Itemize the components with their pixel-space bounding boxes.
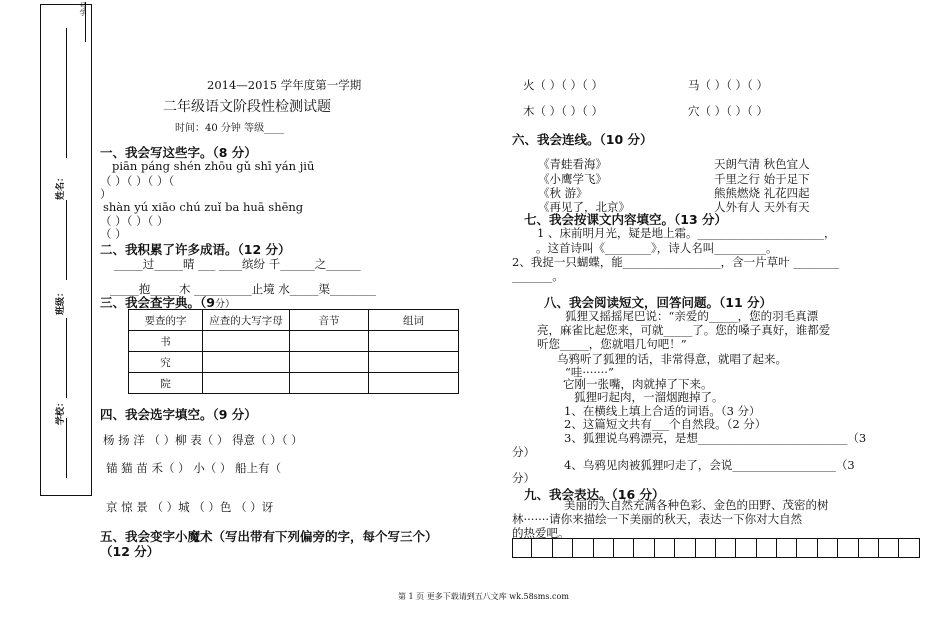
q8-sub4: 4、乌鸦见肉被狐狸叼走了，会说__________________（3	[564, 458, 855, 472]
q8-sub4-score: 分）	[512, 471, 535, 485]
match-left-4[interactable]: 《再见了，北京》	[538, 200, 630, 214]
answer-cell[interactable]	[203, 373, 290, 394]
writing-grid[interactable]	[512, 538, 920, 558]
lookup-char: 书	[129, 331, 203, 352]
match-right-2[interactable]: 千里之行 始于足下	[714, 172, 810, 186]
q4-row2: 锚 猫 苗 禾（ ） 小（ ） 船上有（	[106, 461, 282, 475]
class-line	[66, 318, 67, 398]
q9-p1: 美丽的大自然充满各种色彩、金色的田野、茂密的树	[564, 498, 829, 512]
match-right-3[interactable]: 熊熊燃烧 礼花四起	[714, 186, 810, 200]
page-footer: 第 1 页 更多下载请到五八文库 wk.58sms.com	[398, 592, 569, 601]
number-label: 号学	[79, 2, 87, 16]
col-header: 音节	[290, 310, 369, 331]
school-year: 2014—2015 学年度第一学期	[207, 78, 362, 92]
q9-p2: 林·······请你来描绘一下美丽的秋天，表达一下你对大自然	[512, 512, 803, 526]
q9-title: 九、我会表达。（16 分）	[524, 487, 665, 502]
q7-line4: _______。	[512, 269, 564, 283]
school-label: 学校：	[56, 397, 67, 426]
match-left-2[interactable]: 《小鹰学飞》	[538, 172, 607, 186]
story-p3: 听您_____，您就唱几句吧！”	[537, 337, 687, 351]
lookup-char: 究	[129, 352, 203, 373]
answer-cell[interactable]	[369, 331, 459, 352]
q2-line2: _____抱_____木 __________止境 水_____渠________	[110, 282, 377, 296]
q3-title: 三、我会查字典。（9分）	[100, 295, 235, 310]
answer-cell[interactable]	[203, 331, 290, 352]
q5-title-cont: （12 分）	[100, 544, 160, 559]
page-title: 二年级语文阶段性检测试题	[163, 99, 331, 115]
q1-paren-row1: （ ）（ ）（ ）（	[100, 174, 175, 188]
q1-paren-row2: （ ）（ ）（ ）	[100, 214, 169, 228]
col-header: 组词	[369, 310, 459, 331]
school-line	[66, 418, 67, 478]
q6-title: 六、我会连线。（10 分）	[512, 132, 653, 147]
q1-title: 一、我会写这些字。（8 分）	[100, 145, 257, 160]
q4-row1: 杨 扬 洋 （ ）柳 表（ ） 得意（ ）（ ）	[103, 433, 303, 447]
story-p7: 狐狸叼起肉，一溜烟跑掉了。	[574, 390, 724, 404]
q8-title: 八、我会阅读短文，回答问题。（11 分）	[544, 295, 772, 310]
dictionary-table	[128, 309, 459, 394]
exam-info: 时间：40 分钟 等级____	[175, 123, 285, 134]
lookup-char: 院	[129, 373, 203, 394]
name-label: 姓名：	[56, 172, 67, 201]
q9-p3: 的热爱吧。	[512, 526, 570, 540]
answer-cell[interactable]	[203, 352, 290, 373]
match-right-4[interactable]: 人外有人 天外有天	[714, 200, 810, 214]
q7-line3: 2、我捉一只蝴蝶，能_________________，含一片草叶 ________	[512, 255, 840, 269]
match-left-1[interactable]: 《青蛙看海》	[538, 157, 607, 171]
story-p4: 乌鸦听了狐狸的话，非常得意，就唱了起来。	[557, 352, 787, 366]
answer-cell[interactable]	[290, 331, 369, 352]
story-p1: 狐狸又摇摇尾巴说：“亲爱的_____，您的羽毛真漂	[565, 309, 819, 323]
q2-title: 二、我积累了许多成语。（12 分）	[100, 242, 291, 257]
match-left-3[interactable]: 《秋 游》	[538, 186, 588, 200]
radical-cave: 穴（ ）（ ）（ ）	[688, 104, 768, 118]
q4-title: 四、我会选字填空。（9 分）	[100, 407, 257, 422]
story-p5: “哇·······”	[565, 365, 614, 379]
q7-line1: 1 、床前明月光，疑是地上霜。______________________，	[537, 226, 836, 240]
radical-fire: 火（ ）（ ）（ ）	[523, 78, 603, 92]
radical-wood: 木（ ）（ ）（ ）	[523, 104, 603, 118]
answer-cell[interactable]	[290, 373, 369, 394]
q1-paren-row2-close: （ ）	[100, 227, 127, 241]
col-header: 应查的大写字母	[203, 310, 290, 331]
q1-paren-row1-close: ）	[100, 187, 112, 201]
q1-pinyin-row1: piān páng shén zhōu gǔ shī yán jiū	[112, 159, 315, 173]
q8-sub3: 3、狐狸说乌鸦漂亮，是想__________________________（3	[564, 431, 867, 445]
name-line-lower	[66, 200, 67, 280]
answer-cell[interactable]	[369, 352, 459, 373]
q8-sub2: 2、这篇短文共有___个自然段。（2 分）	[564, 417, 767, 431]
q5-title: 五、我会变字小魔术（写出带有下列偏旁的字，每个写三个）	[100, 529, 438, 544]
story-p6: 它刚一张嘴，肉就掉了下来。	[563, 377, 713, 391]
match-right-1[interactable]: 天朗气清 秋色宜人	[714, 157, 810, 171]
q8-sub1: 1、在横线上填上合适的词语。（3 分）	[564, 404, 761, 418]
q2-line1: _____过_____晴 ___ ____缤纷 千______之______	[114, 257, 361, 271]
q4-row3: 京 惊 景 （ ）城 （ ）色 （ ）讶	[106, 500, 274, 514]
q8-sub3-score: 分）	[512, 445, 535, 459]
answer-cell[interactable]	[290, 352, 369, 373]
story-p2: 亮，麻雀比起您来，可就_____了。您的嗓子真好，谁都爱	[537, 323, 831, 337]
q1-pinyin-row2: shàn yú xiāo chú zuǐ ba huā shēng	[103, 200, 304, 214]
q7-title: 七、我会按课文内容填空。（13 分）	[524, 212, 727, 227]
answer-cell[interactable]	[369, 373, 459, 394]
radical-horse: 马（ ）（ ）（ ）	[688, 78, 768, 92]
name-line	[66, 28, 67, 158]
q7-line2: 。这首诗叫《________》，诗人名叫_________。	[536, 241, 778, 255]
col-header: 要查的字	[129, 310, 203, 331]
number-line	[85, 2, 86, 42]
class-label: 班级：	[56, 287, 67, 316]
